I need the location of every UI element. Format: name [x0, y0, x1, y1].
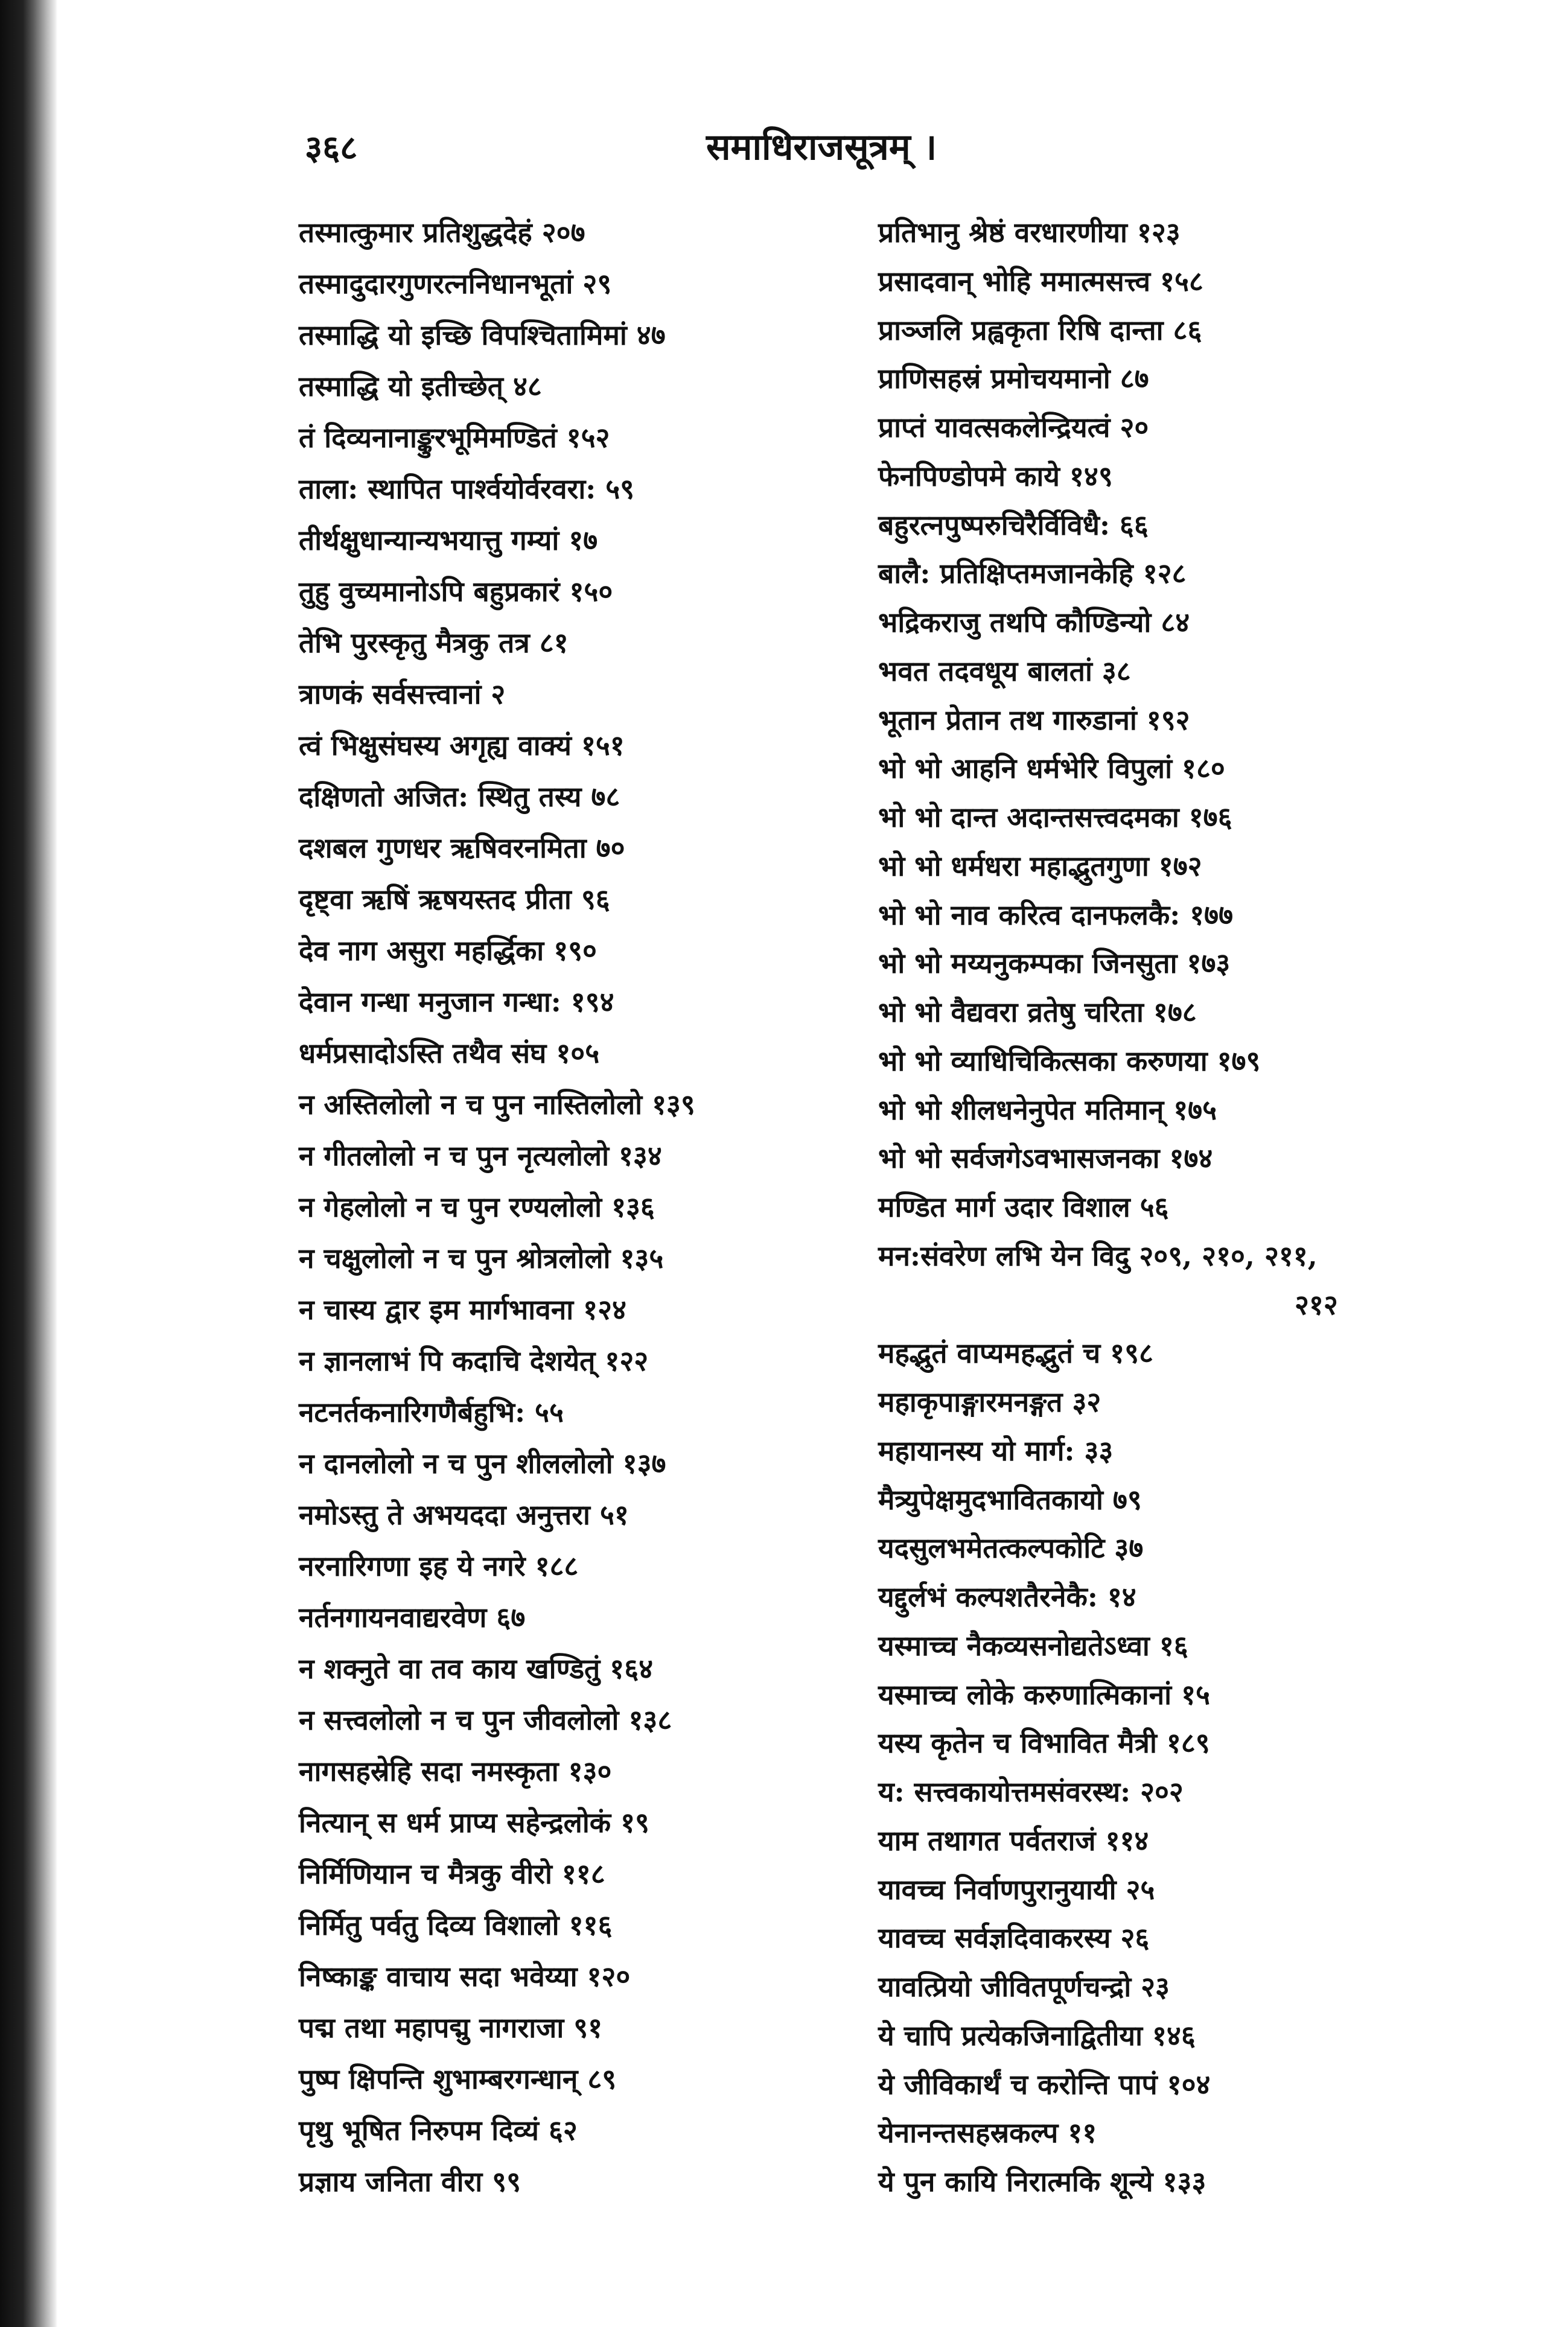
index-entry: न चास्य द्वार इम मार्गभावना १२४ — [299, 1293, 626, 1326]
index-entry: बहुरत्नपुष्परुचिरैर्विविधै: ६६ — [878, 508, 1149, 541]
index-entry: त्राणकं सर्वसत्त्वानां २ — [299, 678, 506, 710]
index-entry: तस्मात्कुमार प्रतिशुद्धदेहं २०७ — [299, 216, 585, 249]
index-entry: भो भो आहनि धर्मभेरि विपुलां १८० — [878, 752, 1225, 785]
index-entry: ये जीविकार्थं च करोन्ति पापं १०४ — [878, 2068, 1211, 2101]
index-entry: महद्भुतं वाप्यमहद्भुतं च १९८ — [878, 1337, 1153, 1370]
index-entry: बालै: प्रतिक्षिप्तमजानकेहि १२८ — [878, 557, 1187, 590]
index-entry: पृथु भूषित निरुपम दिव्यं ६२ — [299, 2114, 578, 2147]
index-entry: भो भो दान्त अदान्तसत्त्वदमका १७६ — [878, 801, 1232, 833]
index-entry: दृष्ट्वा ऋषिं ऋषयस्तद प्रीता ९६ — [299, 883, 610, 915]
index-entry: ये चापि प्रत्येकजिनाद्वितीया १४६ — [878, 2019, 1196, 2052]
index-entry: भूतान प्रेतान तथ गारुडानां १९२ — [878, 703, 1190, 736]
index-entry: न ज्ञानलाभं पि कदाचि देशयेत् १२२ — [299, 1345, 649, 1377]
index-entry: भद्रिकराजु तथपि कौण्डिन्यो ८४ — [878, 606, 1190, 638]
index-entry: दशबल गुणधर ऋषिवरनमिता ७० — [299, 832, 625, 864]
index-entry: दक्षिणतो अजित: स्थितु तस्य ७८ — [299, 780, 620, 813]
index-entry: पद्म तथा महापद्मु नागराजा ९१ — [299, 2011, 603, 2044]
index-entry: प्रज्ञाय जनिता वीरा ९९ — [299, 2165, 521, 2198]
index-entry: तीर्थक्षुधान्यान्यभयात्तु गम्यां १७ — [299, 524, 598, 556]
index-entry: यद्दुर्लभं कल्पशतैरनेकै: १४ — [878, 1581, 1136, 1613]
page-number: ३६८ — [305, 128, 358, 168]
index-entry: नरनारिगणा इह ये नगरे १८८ — [299, 1550, 579, 1582]
index-entry: न गीतलोलो न च पुन नृत्यलोलो १३४ — [299, 1139, 662, 1172]
index-entry: यदसुलभमेतत्कल्पकोटि ३७ — [878, 1532, 1144, 1565]
index-entry: यस्माच्च लोके करुणात्मिकानां १५ — [878, 1678, 1210, 1711]
index-entry: ये पुन कायि निरात्मकि शून्ये १३३ — [878, 2165, 1206, 2198]
index-entry: मण्डित मार्ग उदार विशाल ५६ — [878, 1191, 1169, 1223]
index-entry: निष्काङ्क वाचाय सदा भवेय्या १२० — [299, 1960, 631, 1993]
index-entry: महाकृपाङ्गारमनङ्गत ३२ — [878, 1386, 1101, 1418]
index-entry: भो भो व्याधिचिकित्सका करुणया १७९ — [878, 1044, 1261, 1077]
index-entry: तेभि पुरस्कृतु मैत्रकु तत्र ८१ — [299, 626, 569, 659]
index-entry: प्रसादवान् भोहि ममात्मसत्त्व १५८ — [878, 264, 1203, 298]
index-entry: भवत तदवधूय बालतां ३८ — [878, 654, 1131, 687]
index-entry: निर्मितु पर्वतु दिव्य विशालो ११६ — [299, 1909, 613, 1941]
index-entry: येनानन्तसहस्रकल्प ११ — [878, 2116, 1097, 2150]
index-entry: महायानस्य यो मार्ग: ३३ — [878, 1434, 1114, 1467]
index-entry: देवान गन्धा मनुजान गन्धा: १९४ — [299, 985, 614, 1018]
index-entry: मन:संवरेण लभि येन विदु २०९, २१०, २११, — [878, 1239, 1318, 1272]
index-entry: भो भो सर्वजगेऽवभासजनका १७४ — [878, 1142, 1213, 1175]
index-entry: तस्माद्धि यो इतीच्छेत् ४८ — [299, 370, 542, 403]
index-column-left — [299, 214, 908, 2200]
index-entry: न अस्तिलोलो न च पुन नास्तिलोलो १३९ — [299, 1088, 695, 1121]
index-entry: मैत्र्युपेक्षमुदभावितकायो ७९ — [878, 1483, 1142, 1516]
index-entry: ताला: स्थापित पार्श्वयोर्वरवरा: ५९ — [299, 473, 635, 505]
index-entry: न सत्त्वलोलो न च पुन जीवलोलो १३८ — [299, 1704, 672, 1736]
index-entry: तस्मादुदारगुणरत्ननिधानभूतां २९ — [299, 267, 612, 300]
index-entry: त्वं भिक्षुसंघस्य अगृह्य वाक्यं १५१ — [299, 729, 625, 762]
index-entry: नटनर्तकनारिगणैर्बहुभि: ५५ — [299, 1396, 564, 1428]
index-entry: नमोऽस्तु ते अभयददा अनुत्तरा ५१ — [299, 1498, 629, 1531]
index-entry: नर्तनगायनवाद्यरवेण ६७ — [299, 1601, 526, 1634]
index-entry: यस्य कृतेन च विभावित मैत्री १८९ — [878, 1727, 1210, 1760]
index-entry: यावच्च सर्वज्ञदिवाकरस्य २६ — [878, 1921, 1150, 1955]
index-entry: यस्माच्च नैकव्यसनोद्यतेऽध्वा १६ — [878, 1629, 1188, 1662]
index-entry: यावत्प्रियो जीवितपूर्णचन्द्रो २३ — [878, 1970, 1170, 2003]
index-entry: प्राप्तं यावत्सकलेन्द्रियत्वं २० — [878, 411, 1149, 444]
index-entry: प्राञ्जलि प्रह्वकृता रिषि दान्ता ८६ — [878, 313, 1202, 346]
index-entry: तं दिव्यनानाङ्कुरभूमिमण्डितं १५२ — [299, 421, 610, 454]
index-entry: तस्माद्धि यो इच्छि विपश्चितामिमां ४७ — [299, 319, 666, 351]
index-entry: भो भो धर्मधरा महाद्भुतगुणा १७२ — [878, 849, 1202, 882]
index-entry: भो भो मय्यनुकम्पका जिनसुता १७३ — [878, 947, 1231, 980]
index-column-right — [878, 214, 1488, 2200]
index-entry: धर्मप्रसादोऽस्ति तथैव संघ १०५ — [299, 1037, 600, 1069]
index-entry: न गेहलोलो न च पुन रण्यलोलो १३६ — [299, 1191, 655, 1223]
index-entry: न चक्षुलोलो न च पुन श्रोत्रलोलो १३५ — [299, 1242, 664, 1275]
index-entry-continuation: २१२ — [1295, 1288, 1338, 1321]
index-entry: प्राणिसहस्रं प्रमोचयमानो ८७ — [878, 362, 1149, 395]
index-entry: निर्मिणियान च मैत्रकु वीरो ११८ — [299, 1857, 605, 1890]
index-entry: पुष्प क्षिपन्ति शुभाम्बरगन्धान् ८९ — [299, 2063, 617, 2095]
index-entry: न शक्नुते वा तव काय खण्डितुं १६४ — [299, 1652, 654, 1685]
index-entry: देव नाग असुरा महर्द्धिका १९० — [299, 934, 597, 967]
index-entry: भो भो नाव करित्व दानफलकै: १७७ — [878, 898, 1234, 931]
index-entry: भो भो शीलधनेनुपेत मतिमान् १७५ — [878, 1093, 1217, 1126]
index-entry: फेनपिण्डोपमे काये १४९ — [878, 459, 1113, 492]
index-entry: य: सत्त्वकायोत्तमसंवरस्थ: २०२ — [878, 1775, 1184, 1808]
book-binding-edge — [0, 0, 57, 2327]
index-entry: नागसहस्रेहि सदा नमस्कृता १३० — [299, 1755, 612, 1787]
index-entry: भो भो वैद्यवरा व्रतेषु चरिता १७८ — [878, 996, 1197, 1028]
index-entry: प्रतिभानु श्रेष्ठं वरधारणीया १२३ — [878, 216, 1181, 249]
index-entry: याम तथागत पर्वतराजं ११४ — [878, 1824, 1149, 1857]
running-title: समाधिराजसूत्रम् । — [706, 126, 937, 168]
index-entry: नित्यान् स धर्म प्राप्य सहेन्द्रलोकं १९ — [299, 1806, 649, 1839]
index-entry: यावच्च निर्वाणपुरानुयायी २५ — [878, 1873, 1155, 1906]
index-entry: न दानलोलो न च पुन शीललोलो १३७ — [299, 1447, 666, 1480]
index-entry: तुहु वुच्यमानोऽपि बहुप्रकारं १५० — [299, 575, 613, 608]
